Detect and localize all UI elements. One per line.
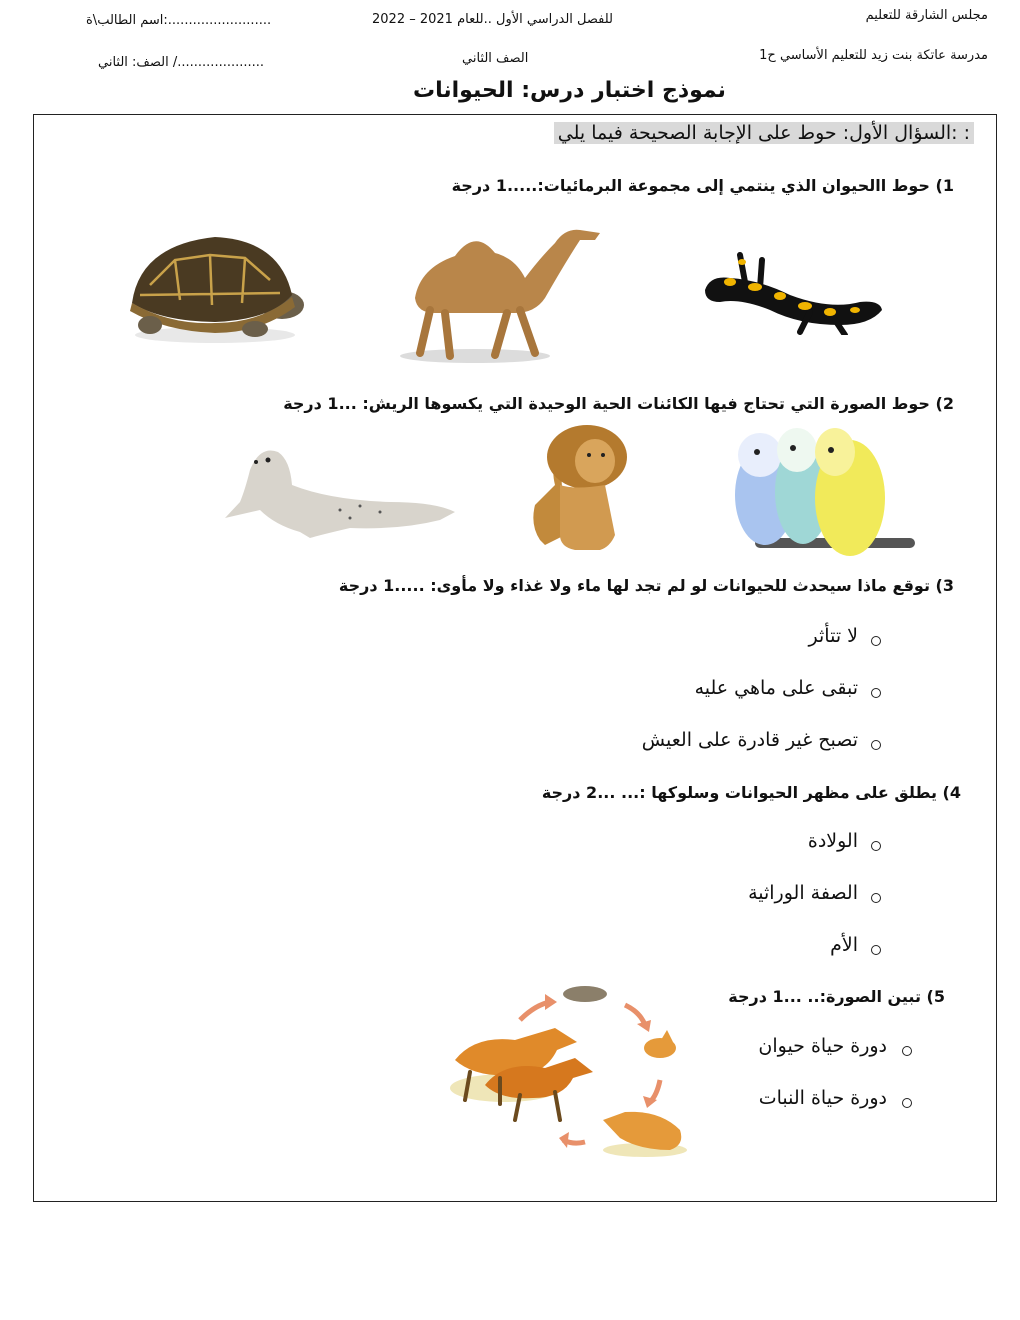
question-text: حوط الصورة التي تحتاج فيها الكائنات الحية الوحيدة التي يكسوها الريش: ...1 درجة <box>283 394 930 413</box>
student-name-field: اسم الطالب\ة:......................... <box>86 13 272 28</box>
grade-label: الصف الثاني <box>462 51 529 66</box>
radio-option-5-2[interactable] <box>902 1098 912 1108</box>
council-name: مجلس الشارقة للتعليم <box>865 8 988 23</box>
question-5 <box>728 987 945 1006</box>
parakeets-image <box>725 420 920 560</box>
radio-option-5-1[interactable] <box>902 1046 912 1056</box>
lion-image <box>515 425 635 555</box>
radio-option-3-3[interactable] <box>871 740 881 750</box>
class-field: الصف: الثاني /..................... <box>98 55 265 70</box>
option-4-3[interactable]: الأم <box>830 934 858 956</box>
option-5-2[interactable]: دورة حياة النبات <box>758 1087 887 1109</box>
radio-option-3-2[interactable] <box>871 688 881 698</box>
radio-option-4-2[interactable] <box>871 893 881 903</box>
question-4 <box>542 783 961 802</box>
question-1 <box>452 176 954 195</box>
seal-image <box>220 440 460 545</box>
question-number: 3) <box>935 576 954 595</box>
radio-option-3-1[interactable] <box>871 636 881 646</box>
question-text: توقع ماذا سيحدث للحيوانات لو لم تجد لها ماء ولا غذاء ولا مأوى: .....1 درجة <box>338 576 930 595</box>
page-title: نموذج اختبار درس: الحيوانات <box>413 78 726 103</box>
question-text: حوط االحيوان الذي ينتمي إلى مجموعة البرمائيات:.....1 درجة <box>451 176 930 195</box>
question-number: 4) <box>942 783 961 802</box>
question-text: تبين الصورة:.. ...1 درجة <box>728 987 921 1006</box>
radio-option-4-1[interactable] <box>871 841 881 851</box>
camel-image <box>395 218 605 368</box>
salamander-image <box>700 240 885 335</box>
question-number: 1) <box>935 176 954 195</box>
term-line: للفصل الدراسي الأول ..للعام 2021 – 2022 <box>372 12 614 27</box>
option-3-2[interactable]: تبقى على ماهي عليه <box>694 677 858 699</box>
turtle-image <box>120 225 310 350</box>
fox-life-cycle-image <box>445 980 695 1160</box>
option-4-2[interactable]: الصفة الوراثية <box>748 882 858 904</box>
option-3-1[interactable]: لا تتأثر <box>808 625 858 647</box>
question-number: 2) <box>935 394 954 413</box>
section-heading: السؤال الأول: حوط على الإجابة الصحيحة فيما يلي: : <box>554 122 974 144</box>
option-5-1[interactable]: دورة حياة حيوان <box>758 1035 887 1057</box>
radio-option-4-3[interactable] <box>871 945 881 955</box>
question-text: يطلق على مظهر الحيوانات وسلوكها :... ...2 درجة <box>541 783 937 802</box>
question-number: 5) <box>926 987 945 1006</box>
option-4-1[interactable]: الولادة <box>807 830 858 852</box>
question-3 <box>339 576 954 595</box>
option-3-3[interactable]: تصبح غير قادرة على العيش <box>641 729 858 751</box>
question-2 <box>283 394 954 413</box>
school-name: مدرسة عاتكة بنت زيد للتعليم الأساسي ح1 <box>759 48 988 63</box>
